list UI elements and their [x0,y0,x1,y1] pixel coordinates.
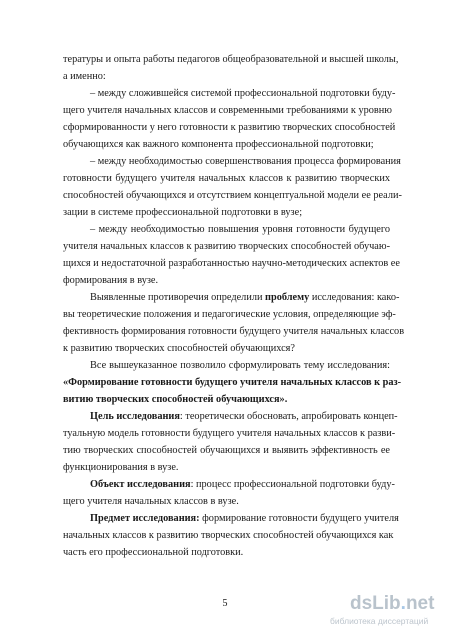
text-line: начальных классов к развитию творческих способностей обучающихся как [63,530,394,541]
text-line: учителя начальных классов к развитию творческих способностей обучаю- [63,241,390,252]
text-line: обучающихся как важного компонента профессиональной подготовки; [63,139,374,150]
watermark-logo [330,593,440,631]
text-line: Выявленные противоречия определили проблему исследования: како- [90,292,400,303]
text-line: функционирования в вузе. [63,462,179,473]
text-line: фективность формирования готовности будущего учителя начальных классов [63,326,405,337]
text-line: – между необходимостью совершенствования процесса формирования [90,156,401,167]
watermark-caption: библиотека диссертаций [330,616,429,626]
text-line: щихся и недостаточной разработанностью научно-методических аспектов ее [63,258,400,269]
text-line: тературы и опыта работы педагогов общеобразовательной и высшей школы, [63,54,399,65]
research-topic: витию творческих способностей обучающихся». [63,394,288,405]
text-line: щего учителя начальных классов и современными требованиями к уровню [63,105,392,116]
text-line: к развитию творческих способностей обучающихся? [63,343,295,354]
text-line: Объект исследования: процесс профессиональной подготовки буду- [90,479,395,490]
text-line: – между необходимостью повышения уровня готовности будущего [90,224,390,235]
text-line: Цель исследования: теоретически обосновать, апробировать концеп- [90,411,398,422]
page-number: 5 [222,598,228,609]
text-line: зации в системе профессиональной подготовки в вузе; [63,207,303,218]
text-line: вы теоретические положения и педагогические условия, определяющие эф- [63,309,396,320]
text-line: – между сложившейся системой профессиональной подготовки буду- [90,88,396,99]
text-line: Предмет исследования: формирование готовности будущего учителя [90,513,399,524]
text-line: часть его профессиональной подготовки. [63,547,244,558]
text-line: Все вышеуказанное позволило сформулировать тему исследования: [90,360,390,371]
subject-term: Предмет исследования: [90,513,200,524]
problem-term: проблему [265,292,310,303]
watermark-brand: dsLib.net [350,593,435,614]
text-line: тию творческих способностей обучающихся и выявить эффективность ее [63,445,390,456]
text-line: готовности будущего учителя начальных классов к развитию творческих [63,173,390,184]
text-line: сформированности у него готовности к развитию творческих способностей [63,122,396,133]
text-line: способностей обучающихся и отсутствием концептуальной модели ее реали- [63,190,402,201]
text-line: формирования в вузе. [63,275,159,286]
text-line: туальную модель готовности будущего учителя начальных классов к разви- [63,428,396,439]
object-term: Объект исследования [90,479,191,490]
research-topic: «Формирование готовности будущего учителя начальных классов к раз- [63,377,402,388]
goal-term: Цель исследования [90,411,180,422]
text-line: а именно: [63,71,106,82]
text-line: щего учителя начальных классов в вузе. [63,496,239,507]
